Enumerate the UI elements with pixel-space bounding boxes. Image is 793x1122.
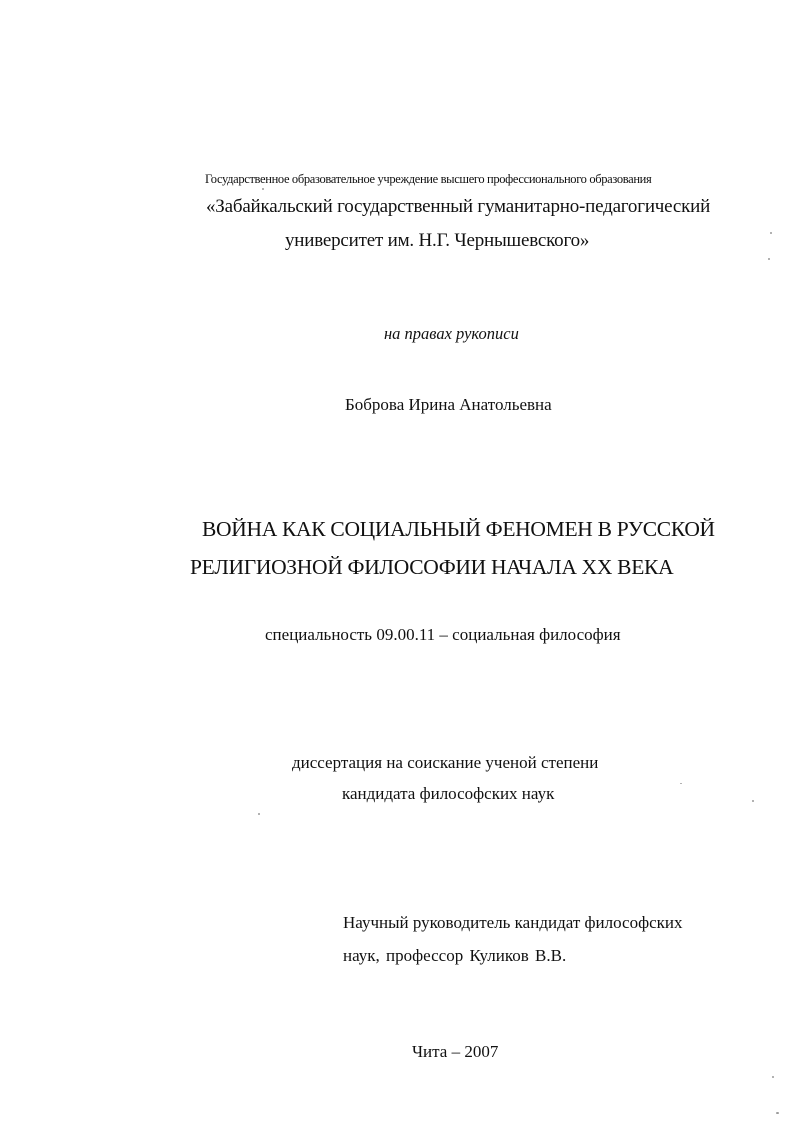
scan-speck	[768, 258, 770, 260]
scan-speck	[258, 813, 260, 815]
institution-name-line-1: «Забайкальский государственный гуманитарно-педагогический	[206, 196, 711, 217]
dissertation-title-line-1: ВОЙНА КАК СОЦИАЛЬНЫЙ ФЕНОМЕН В РУССКОЙ	[202, 517, 715, 541]
degree-line-2: кандидата философских наук	[342, 784, 555, 803]
scan-speck	[752, 800, 754, 802]
scan-speck	[772, 1076, 774, 1078]
author-name: Боброва Ирина Анатольевна	[345, 395, 552, 414]
dissertation-title-line-2: РЕЛИГИОЗНОЙ ФИЛОСОФИИ НАЧАЛА XX ВЕКА	[190, 555, 674, 579]
scan-speck	[776, 1112, 779, 1114]
degree-line-1: диссертация на соискание ученой степени	[292, 753, 599, 772]
scan-speck	[262, 188, 264, 190]
advisor-line-1: Научный руководитель кандидат философских	[343, 913, 683, 932]
specialty-line: специальность 09.00.11 – социальная философия	[265, 625, 621, 644]
scan-speck	[770, 232, 772, 234]
manuscript-note: на правах рукописи	[384, 324, 519, 343]
institution-name-line-2: университет им. Н.Г. Чернышевского»	[285, 230, 590, 251]
city-year: Чита – 2007	[412, 1042, 499, 1061]
scan-speck	[680, 783, 682, 784]
institution-type-line: Государственное образовательное учреждение высшего профессионального образования	[205, 172, 652, 186]
advisor-line-2: наук, профессор Куликов В.В.	[343, 946, 567, 965]
